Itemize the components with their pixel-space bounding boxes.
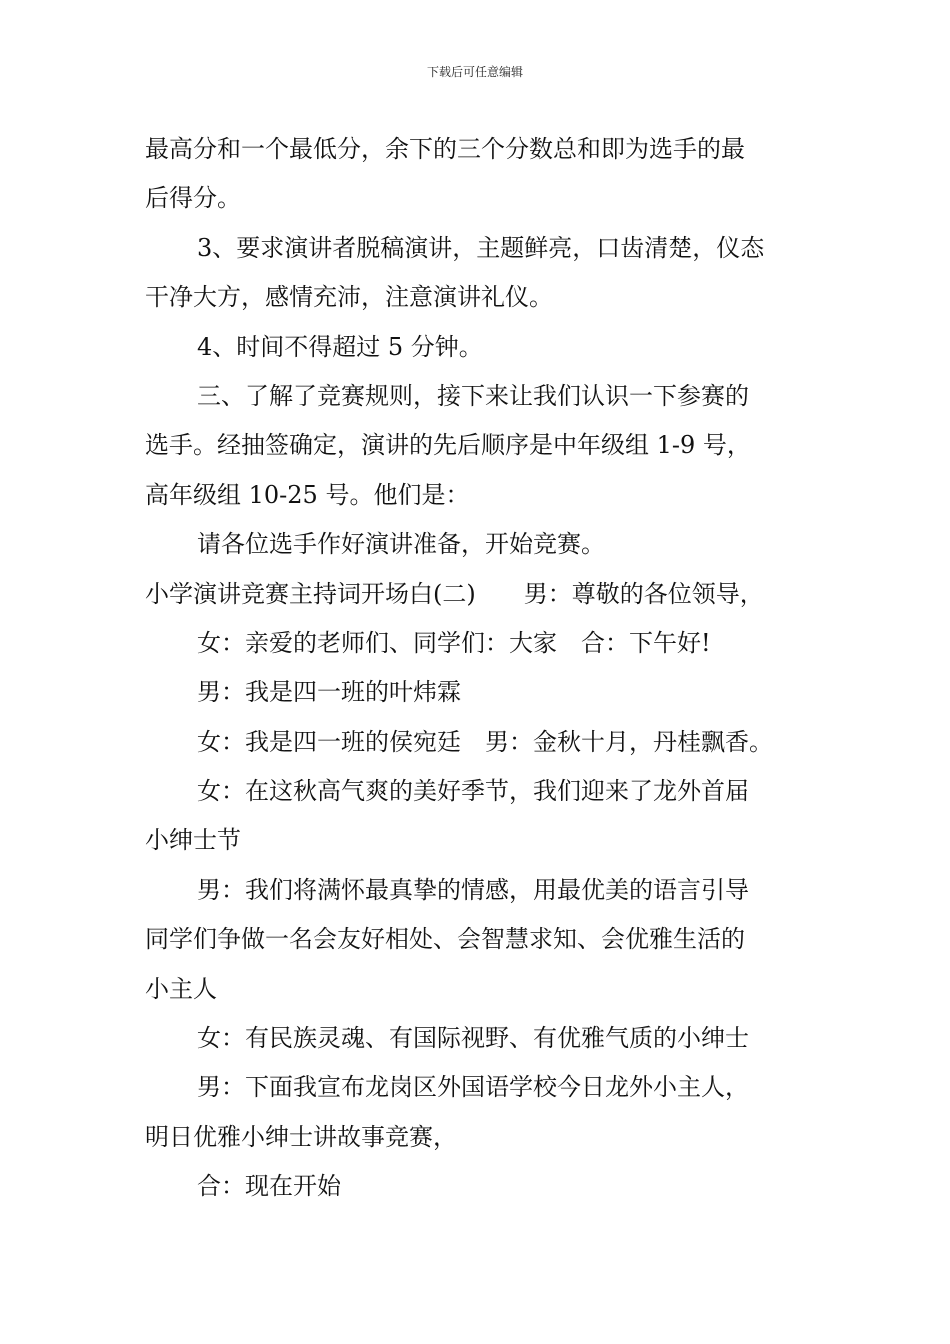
text-line: 请各位选手作好演讲准备，开始竞赛。 [197,530,605,559]
text-line: 合：现在开始 [197,1172,341,1201]
text-line: 最高分和一个最低分，余下的三个分数总和即为选手的最 [145,135,745,163]
text-line: 男：我是四一班的叶炜霖 [197,678,461,707]
text-line: 女：在这秋高气爽的美好季节，我们迎来了龙外首届 [197,777,749,806]
text-line: 高年级组 10-25 号。他们是： [145,480,470,509]
text-line: 明日优雅小绅士讲故事竞赛， [145,1122,457,1151]
document-body [145,125,810,1212]
text-line: 男：下面我宣布龙岗区外国语学校今日龙外小主人， [197,1073,749,1102]
text-line: 干净大方，感情充沛，注意演讲礼仪。 [145,283,553,312]
text-line: 4、时间不得超过 5 分钟。 [197,332,483,361]
text-line: 小绅士节 [145,826,241,855]
text-line: 女：我是四一班的侯宛廷 男：金秋十月，丹桂飘香。 [197,727,773,756]
text-line: 三、了解了竞赛规则，接下来让我们认识一下参赛的 [197,381,749,410]
text-line: 男：我们将满怀最真挚的情感，用最优美的语言引导 [197,875,749,904]
text-line: 小学演讲竞赛主持词开场白(二) 男：尊敬的各位领导， [145,579,764,608]
text-line: 小主人 [145,974,217,1003]
page-header: 下载后可任意编辑 [426,65,523,79]
text-line: 后得分。 [145,184,241,213]
text-line: 3、要求演讲者脱稿演讲，主题鲜亮，口齿清楚，仪态 [197,233,765,262]
text-line: 女：有民族灵魂、有国际视野、有优雅气质的小绅士 [197,1024,749,1053]
text-line: 选手。经抽签确定，演讲的先后顺序是中年级组 1-9 号， [145,431,751,460]
text-line: 女：亲爱的老师们、同学们：大家 合：下午好! [197,628,711,657]
text-line: 同学们争做一名会友好相处、会智慧求知、会优雅生活的 [145,925,745,954]
